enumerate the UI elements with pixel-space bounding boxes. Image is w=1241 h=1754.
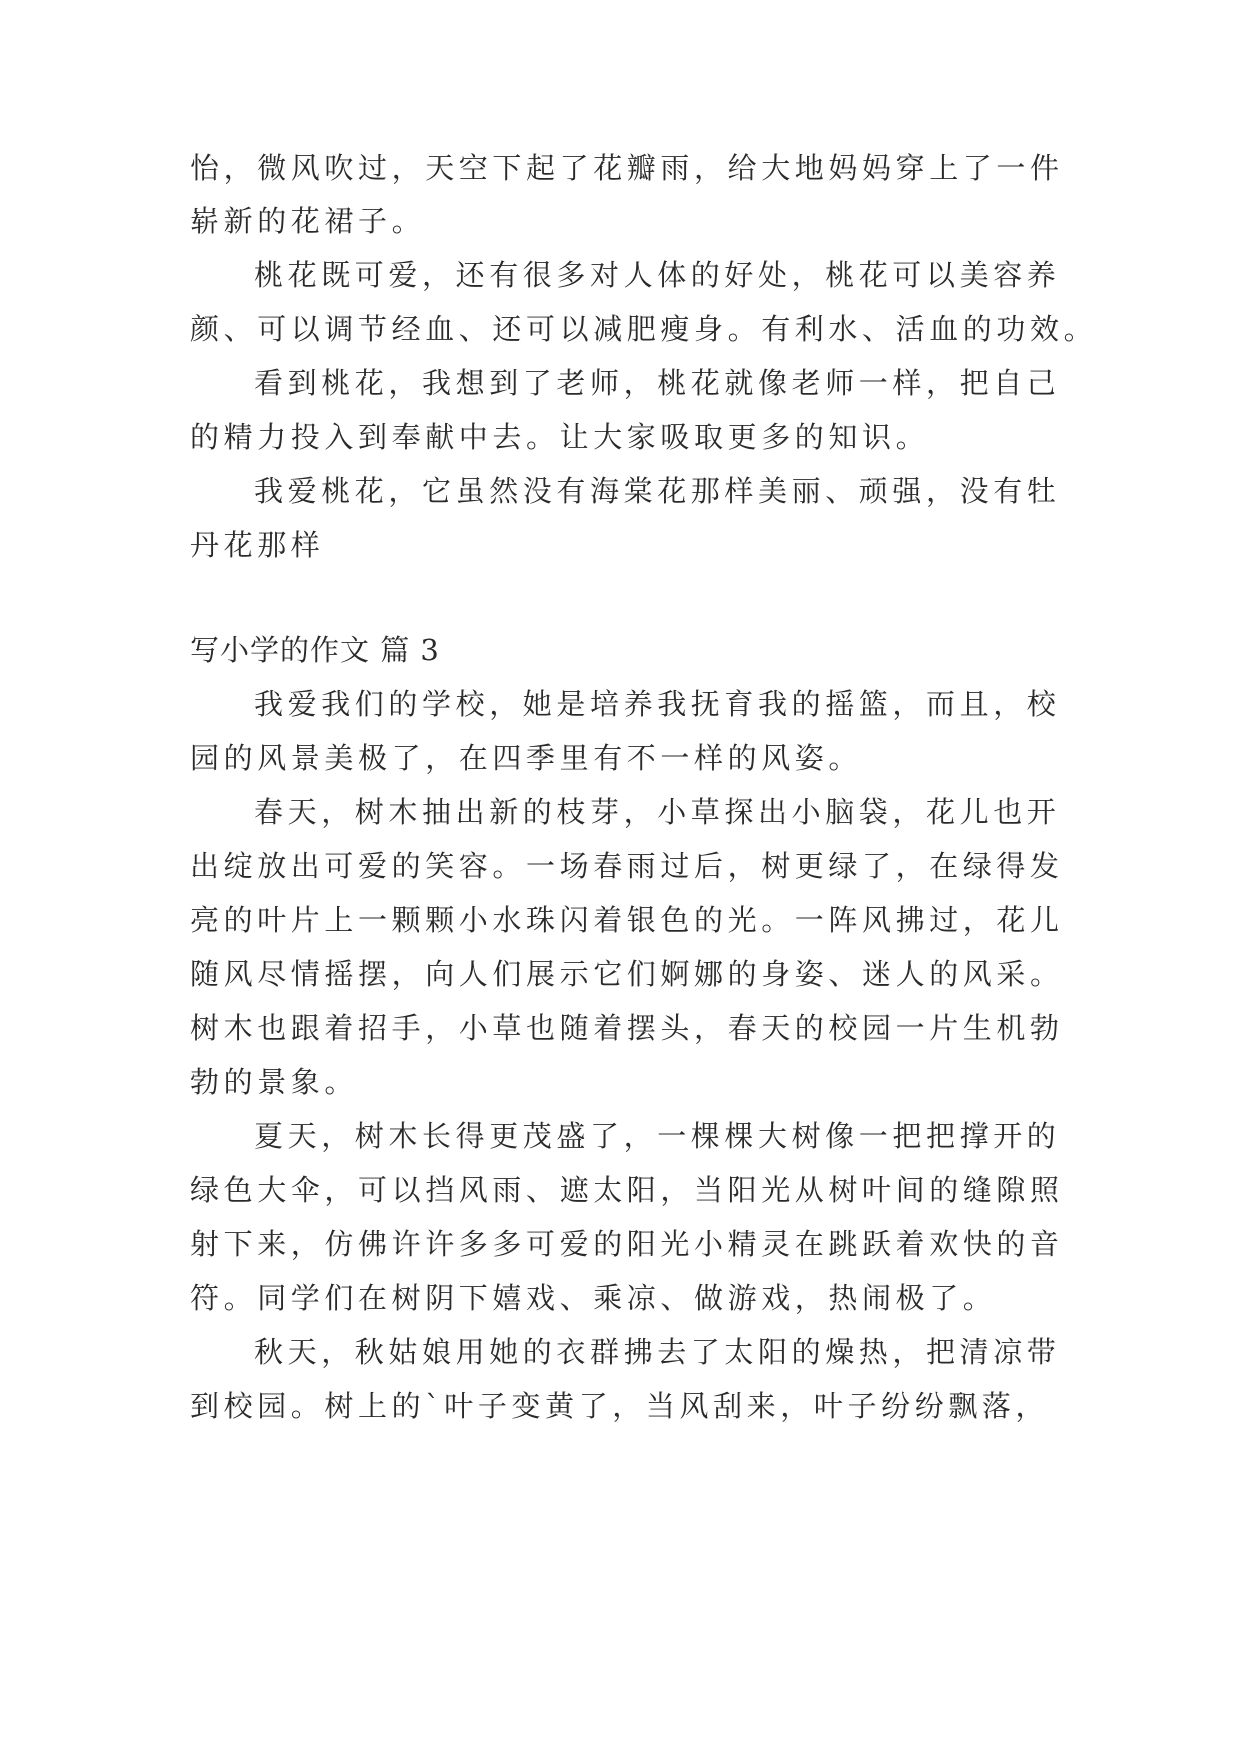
text-line: 树木也跟着招手，小草也随着摆头，春天的校园一片生机勃	[190, 1011, 1064, 1045]
text-line: 园的风景美极了，在四季里有不一样的风姿。	[190, 741, 863, 775]
section-heading: 写小学的作文 篇 3	[190, 633, 440, 667]
paragraph-start: 秋天，秋姑娘用她的衣群拂去了太阳的燥热，把清凉带	[254, 1335, 1061, 1369]
paragraph-start: 看到桃花，我想到了老师，桃花就像老师一样，把自己	[254, 366, 1061, 400]
text-line: 亮的叶片上一颗颗小水珠闪着银色的光。一阵风拂过，花儿	[190, 903, 1064, 937]
paragraph-start: 我爱桃花，它虽然没有海棠花那样美丽、顽强，没有牡	[254, 474, 1061, 508]
paragraph-start: 夏天，树木长得更茂盛了，一棵棵大树像一把把撑开的	[254, 1119, 1061, 1153]
paragraph-start: 春天，树木抽出新的枝芽，小草探出小脑袋，花儿也开	[254, 795, 1061, 829]
paragraph-start: 我爱我们的学校，她是培养我抚育我的摇篮，而且，校	[254, 687, 1061, 721]
text-line: 颜、可以调节经血、还可以减肥瘦身。有利水、活血的功效。	[190, 312, 1098, 346]
paragraph-start: 桃花既可爱，还有很多对人体的好处，桃花可以美容养	[254, 258, 1061, 292]
text-line: 到校园。树上的`叶子变黄了，当风刮来，叶子纷纷飘落，	[190, 1389, 1050, 1423]
text-line: 符。同学们在树阴下嬉戏、乘凉、做游戏，热闹极了。	[190, 1281, 997, 1315]
text-line: 的精力投入到奉献中去。让大家吸取更多的知识。	[190, 420, 930, 454]
text-line: 勃的景象。	[190, 1065, 359, 1099]
text-line: 崭新的花裙子。	[190, 204, 426, 238]
text-line: 丹花那样	[190, 528, 325, 562]
text-line: 出绽放出可爱的笑容。一场春雨过后，树更绿了，在绿得发	[190, 849, 1064, 883]
text-line: 随风尽情摇摆，向人们展示它们婀娜的身姿、迷人的风采。	[190, 957, 1064, 991]
text-line: 射下来，仿佛许许多多可爱的阳光小精灵在跳跃着欢快的音	[190, 1227, 1064, 1261]
text-line: 怡，微风吹过，天空下起了花瓣雨，给大地妈妈穿上了一件	[190, 151, 1064, 185]
text-line: 绿色大伞，可以挡风雨、遮太阳，当阳光从树叶间的缝隙照	[190, 1173, 1064, 1207]
